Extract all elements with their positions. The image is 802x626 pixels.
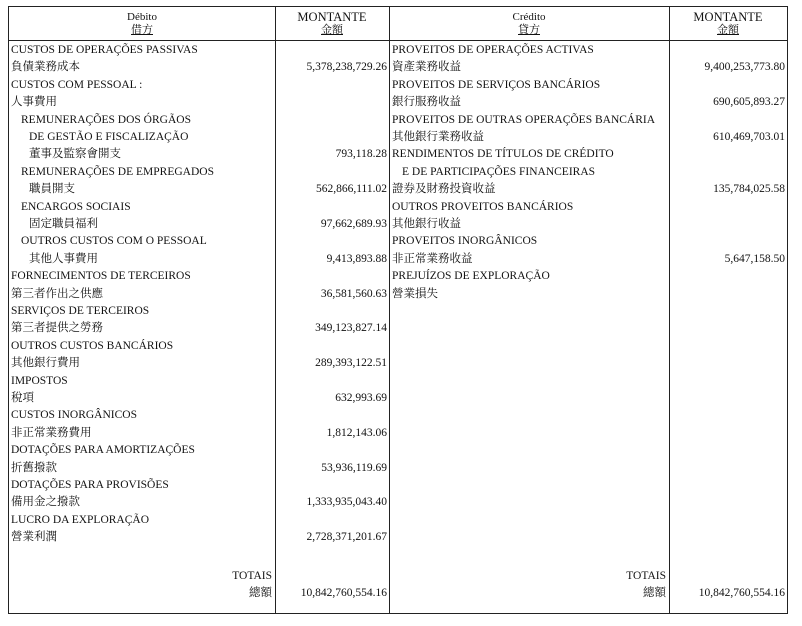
- debit-row-label: 職員開支: [29, 183, 75, 196]
- debit-row-label: OUTROS CUSTOS COM O PESSOAL: [21, 235, 207, 248]
- debit-row-label: OUTROS CUSTOS BANCÁRIOS: [11, 339, 174, 352]
- totals-label-zh: 總額: [643, 587, 666, 599]
- credit-row-label: PROVEITOS DE OUTRAS OPERAÇÕES BANCÁRIA: [392, 113, 656, 126]
- debit-row-amount: 793,118.28: [335, 148, 387, 161]
- debit-row-amount: 5,378,238,729.26: [306, 61, 387, 74]
- debit-row-label: 其他人事費用: [29, 252, 98, 265]
- debit-row-label: 營業利潤: [11, 531, 57, 544]
- credit-row-label: 銀行服務收益: [392, 96, 461, 109]
- credit-row-label: E DE PARTICIPAÇÕES FINANCEIRAS: [402, 165, 596, 178]
- totals-label: TOTAIS: [232, 570, 272, 582]
- debit-row-label: CUSTOS DE OPERAÇÕES PASSIVAS: [11, 44, 198, 56]
- debit-row-label: 非正常業務費用: [11, 426, 92, 439]
- debit-row-amount: 289,393,122.51: [315, 357, 387, 370]
- totals-label: TOTAIS: [626, 570, 666, 582]
- credit-row-amount: 5,647,158.50: [724, 252, 785, 265]
- debit-row-amount: 1,812,143.06: [326, 426, 387, 439]
- debit-row-label: 第三者提供之勞務: [11, 322, 103, 335]
- credit-row-label: 營業損失: [392, 287, 438, 300]
- debit-row-amount: 1,333,935,043.40: [306, 496, 387, 509]
- debit-row-label: IMPOSTOS: [11, 374, 68, 387]
- totals-label-zh: 總額: [249, 587, 272, 599]
- credit-row-label: PROVEITOS DE OPERAÇÕES ACTIVAS: [392, 44, 594, 56]
- debit-row-label: REMUNERAÇÕES DOS ÓRGÃOS: [21, 113, 191, 126]
- debit-row-label: DOTAÇÕES PARA PROVISÕES: [11, 479, 169, 491]
- credit-row-label: 資產業務收益: [392, 61, 461, 74]
- debit-row-amount: 36,581,560.63: [320, 287, 387, 300]
- credit-row-amount: 610,469,703.01: [713, 131, 785, 143]
- debit-row-amount: 53,936,119.69: [321, 461, 387, 474]
- debit-header: Débito: [127, 11, 157, 23]
- debit-row-label: 折舊撥款: [11, 461, 57, 474]
- debit-row-label: 董事及監察會開支: [29, 148, 121, 161]
- debit-row-label: LUCRO DA EXPLORAÇÃO: [11, 513, 150, 526]
- debit-row-label: 負債業務成本: [11, 61, 80, 74]
- credit-row-label: PROVEITOS INORGÂNICOS: [392, 235, 538, 248]
- amount-header-right-zh: 金額: [717, 24, 739, 36]
- credit-row-label: PREJUÍZOS DE EXPLORAÇÃO: [392, 270, 550, 283]
- debit-row-amount: 2,728,371,201.67: [306, 531, 387, 544]
- debit-row-label: REMUNERAÇÕES DE EMPREGADOS: [21, 165, 214, 178]
- credit-row-label: RENDIMENTOS DE TÍTULOS DE CRÉDITO: [392, 148, 614, 161]
- debit-row-label: 第三者作出之供應: [11, 287, 103, 300]
- credit-row-label: 證券及財務投資收益: [392, 183, 496, 196]
- credit-row-amount: 135,784,025.58: [713, 183, 785, 196]
- debit-header-zh: 借方: [131, 24, 153, 36]
- debit-row-label: 固定職員福利: [29, 218, 98, 230]
- credit-total: 10,842,760,554.16: [698, 587, 785, 599]
- debit-row-amount: 9,413,893.88: [326, 252, 387, 265]
- amount-header-left-zh: 金額: [321, 24, 343, 36]
- credit-row-amount: 690,605,893.27: [713, 96, 785, 109]
- debit-row-amount: 562,866,111.02: [315, 183, 387, 196]
- debit-row-label: 稅項: [11, 392, 34, 404]
- credit-row-label: PROVEITOS DE SERVIÇOS BANCÁRIOS: [392, 78, 601, 91]
- header-divider: [9, 40, 787, 41]
- credit-row-label: 其他銀行收益: [392, 218, 461, 230]
- credit-row-label: 其他銀行業務收益: [392, 131, 484, 143]
- debit-row-label: 備用金之撥款: [11, 496, 80, 509]
- credit-header: Crédito: [512, 11, 546, 23]
- debit-row-label: DOTAÇÕES PARA AMORTIZAÇÕES: [11, 444, 195, 457]
- debit-row-label: CUSTOS INORGÂNICOS: [11, 409, 137, 422]
- amount-header-right: MONTANTE: [693, 10, 763, 24]
- amount-header-left: MONTANTE: [297, 10, 367, 24]
- debit-row-label: CUSTOS COM PESSOAL :: [11, 78, 143, 91]
- debit-row-label: 人事費用: [11, 96, 57, 109]
- statement-table: [8, 6, 788, 614]
- column-divider: [275, 7, 276, 613]
- credit-header-zh: 貸方: [518, 24, 540, 36]
- debit-row-label: ENCARGOS SOCIAIS: [21, 200, 131, 213]
- debit-total: 10,842,760,554.16: [300, 587, 387, 599]
- credit-row-label: OUTROS PROVEITOS BANCÁRIOS: [392, 200, 574, 213]
- credit-row-label: 非正常業務收益: [392, 252, 473, 265]
- debit-row-label: DE GESTÃO E FISCALIZAÇÃO: [29, 131, 189, 143]
- debit-row-amount: 97,662,689.93: [320, 218, 387, 230]
- debit-row-amount: 349,123,827.14: [315, 322, 387, 335]
- debit-row-amount: 632,993.69: [335, 392, 387, 404]
- debit-row-label: SERVIÇOS DE TERCEIROS: [11, 305, 150, 317]
- debit-row-label: 其他銀行費用: [11, 357, 80, 370]
- debit-row-label: FORNECIMENTOS DE TERCEIROS: [11, 270, 191, 283]
- column-divider: [389, 7, 390, 613]
- credit-row-amount: 9,400,253,773.80: [704, 61, 785, 74]
